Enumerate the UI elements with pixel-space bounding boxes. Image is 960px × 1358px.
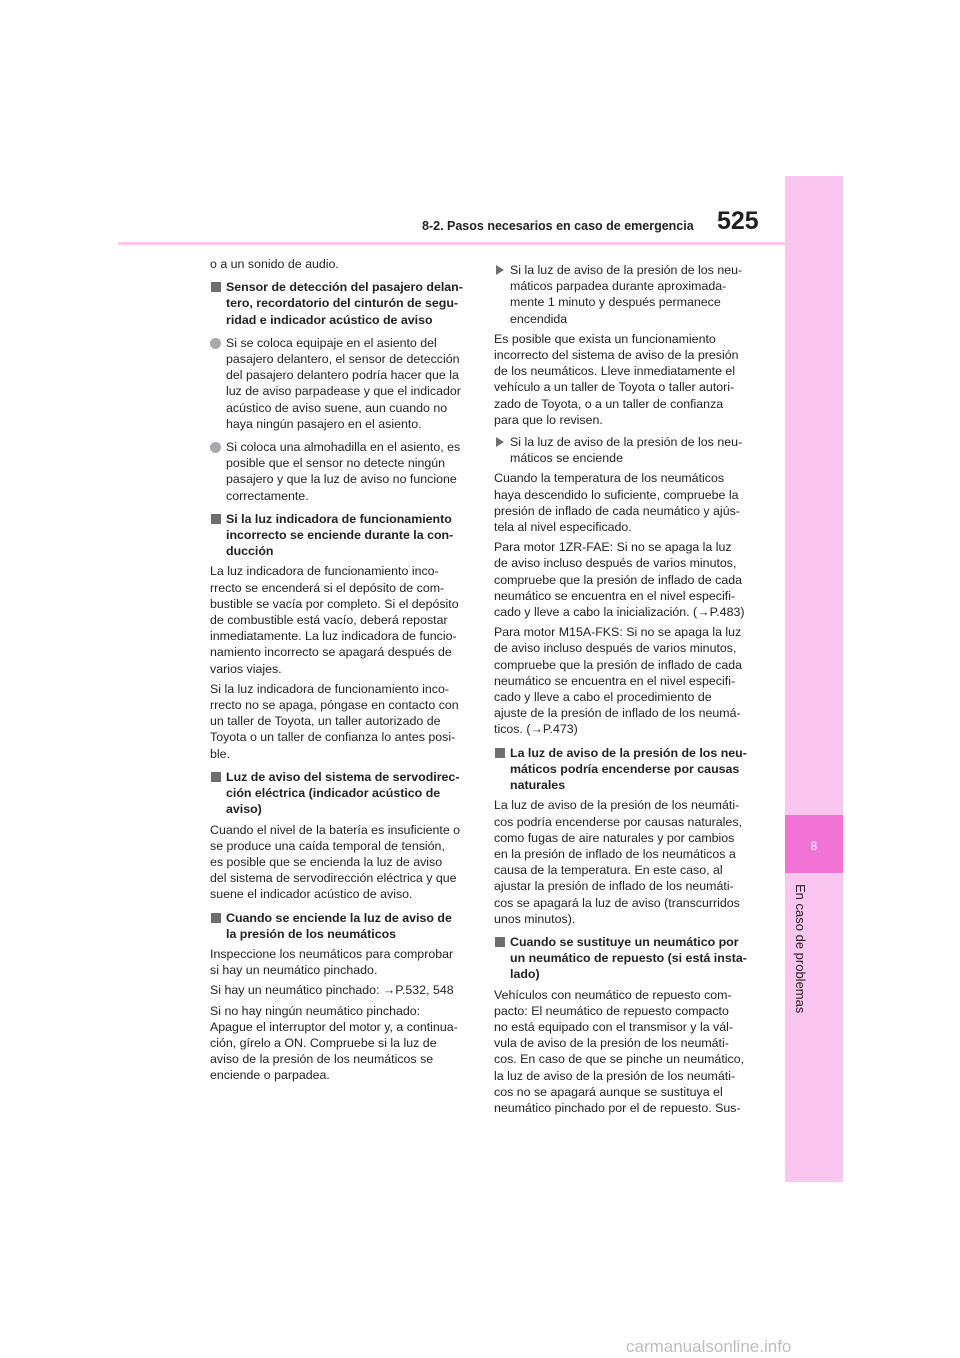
text-line: ticos. (→P.473)	[494, 722, 578, 737]
chapter-label-container	[786, 884, 808, 1014]
text-line: tela al nivel especificado.	[494, 520, 632, 535]
text-line: de los neumáticos. Lleve inmediatamente el	[494, 364, 736, 379]
chapter-label: En caso de problemas	[793, 884, 808, 1014]
paragraph	[210, 1003, 470, 1084]
text-line: neumático pinchado por el de repuesto. Sus-	[494, 1100, 741, 1115]
text-line: Cuando la temperatura de los neumáticos	[494, 471, 725, 486]
subheading	[494, 934, 756, 983]
text-line: unos minutos).	[494, 911, 576, 926]
paragraph	[210, 946, 470, 978]
text-line: para que lo revisen.	[494, 412, 603, 427]
text-line: ridad e indicador acústico de aviso	[226, 312, 433, 327]
paragraph	[494, 624, 756, 737]
text-line: rrecto se encenderá si el depósito de com-	[210, 580, 445, 595]
circle-bullet-icon	[210, 442, 221, 453]
circle-bullet-icon	[210, 338, 221, 349]
chapter-side-tab	[785, 176, 843, 1182]
text-line: encendida	[510, 311, 568, 326]
text-line: lado)	[510, 967, 540, 982]
text-line: pacto: El neumático de repuesto compacto	[494, 1003, 729, 1018]
text-line: ción eléctrica (indicador acústico de	[226, 786, 441, 801]
text-line: incorrecto se enciende durante la con-	[226, 528, 454, 543]
text-line: Es posible que exista un funcionamiento	[494, 331, 716, 346]
text-line: naturales	[510, 778, 566, 793]
text-line: haya descendido lo suficiente, compruebe la	[494, 487, 739, 502]
text-line: namiento incorrecto se apagará después de	[210, 645, 452, 660]
paragraph	[210, 982, 470, 998]
subheading	[210, 910, 470, 942]
square-bullet-icon	[495, 748, 505, 758]
text-line: de aviso incluso después de varios minutos,	[494, 641, 737, 656]
text-line: Para motor M15A-FKS: Si no se apaga la luz	[494, 625, 742, 640]
text-line: suene el indicador acústico de aviso.	[210, 887, 413, 902]
text-line: vehículo a un taller de Toyota o taller autori-	[494, 380, 735, 395]
text-line: máticos podría encenderse por causas	[510, 761, 740, 776]
text-line: neumático se encuentra en el nivel especifi-	[494, 588, 736, 603]
text-line: luz de aviso parpadease y que el indicador	[226, 384, 461, 399]
bullet-item	[210, 335, 470, 432]
paragraph	[210, 681, 470, 762]
text-line: pasajero y que la luz de aviso no funcione	[226, 472, 457, 487]
text-line: la presión de los neumáticos	[226, 926, 397, 941]
text-line: Para motor 1ZR-FAE: Si no se apaga la luz	[494, 540, 732, 555]
text-line: ajuste de la presión de inflado de los neumá-	[494, 706, 741, 721]
text-line: cos podría encenderse por causas naturales,	[494, 814, 742, 829]
text-line: haya ningún pasajero en el asiento.	[226, 416, 422, 431]
text-line: como fugas de aire naturales y por cambios	[494, 830, 735, 845]
text-line: no está equipado con el transmisor y la vál-	[494, 1019, 733, 1034]
paragraph	[494, 331, 756, 428]
text-line: Inspeccione los neumáticos para comprobar	[210, 946, 454, 961]
subheading	[494, 745, 756, 794]
text-line: La luz indicadora de funcionamiento inco-	[210, 564, 439, 579]
paragraph	[210, 256, 470, 272]
square-bullet-icon	[211, 282, 221, 292]
text-line: cos se apagará la luz de aviso (transcurridos	[494, 895, 740, 910]
text-line: Si hay un neumático pinchado: →P.532, 548	[210, 983, 454, 998]
subheading	[210, 769, 470, 818]
text-line: es posible que se encienda la luz de aviso	[210, 854, 443, 869]
text-line: del pasajero delantero podría hacer que la	[226, 368, 459, 383]
paragraph	[494, 470, 756, 535]
text-line: Toyota o un taller de confianza lo antes posi-	[210, 730, 456, 745]
triangle-bullet-icon	[496, 265, 504, 275]
text-line: compruebe que la presión de inflado de cada	[494, 657, 742, 672]
page-number: 525	[717, 207, 759, 235]
watermark: carmanualsonline.info	[626, 1337, 792, 1356]
text-line: bustible se vacía por completo. Si el depósito	[210, 596, 459, 611]
left-column	[210, 256, 470, 1088]
subheading	[210, 511, 470, 560]
text-line: Si no hay ningún neumático pinchado:	[210, 1003, 421, 1018]
text-line: un neumático de repuesto (si está insta-	[510, 951, 747, 966]
right-column	[494, 256, 756, 1120]
text-line: rrecto no se apaga, póngase en contacto con	[210, 698, 459, 713]
text-line: mente 1 minuto y después permanece	[510, 295, 721, 310]
text-line: posible que el sensor no detecte ningún	[226, 456, 446, 471]
text-line: cos. En caso de que se pinche un neumático,	[494, 1052, 745, 1067]
triangle-bullet-icon	[496, 437, 504, 447]
text-line: ajustar la presión de inflado de los neumáti-	[494, 879, 734, 894]
text-line: incorrecto del sistema de aviso de la presión	[494, 348, 739, 363]
text-line: La luz de aviso de la presión de los neu-	[510, 745, 747, 760]
text-line: cado y lleve a cabo el procedimiento de	[494, 690, 712, 705]
triangle-item	[494, 434, 756, 466]
text-line: enciende o parpadea.	[210, 1068, 330, 1083]
text-line: Si la luz indicadora de funcionamiento	[226, 511, 452, 526]
text-line: ducción	[226, 544, 274, 559]
text-line: neumático se encuentra en el nivel especifi-	[494, 673, 736, 688]
subheading	[210, 279, 470, 328]
text-line: La luz de aviso de la presión de los neumáti-	[494, 798, 740, 813]
text-line: Sensor de detección del pasajero delan-	[226, 280, 463, 295]
text-line: aviso de la presión de los neumáticos se	[210, 1052, 434, 1067]
text-line: ble.	[210, 746, 230, 761]
text-line: presión de inflado de cada neumático y ajús-	[494, 503, 740, 518]
square-bullet-icon	[211, 772, 221, 782]
text-line: Luz de aviso del sistema de servodirec-	[226, 769, 460, 784]
text-line: Si la luz de aviso de la presión de los neu-	[510, 263, 743, 277]
square-bullet-icon	[495, 937, 505, 947]
paragraph	[210, 822, 470, 903]
text-line: Si la luz indicadora de funcionamiento inco-	[210, 681, 450, 696]
paragraph	[494, 987, 756, 1117]
text-line: la luz de aviso de la presión de los neumáti-	[494, 1068, 736, 1083]
text-line: de combustible está vacío, deberá repostar	[210, 613, 448, 628]
text-line: Cuando se sustituye un neumático por	[510, 934, 739, 949]
header-divider	[118, 242, 785, 245]
text-line: vula de aviso de la presión de los neumáti-	[494, 1036, 729, 1051]
text-line: o a un sonido de audio.	[210, 257, 339, 271]
text-line: cado y lleve a cabo la inicialización. (→P.483)	[494, 605, 745, 620]
paragraph	[210, 563, 470, 676]
text-line: se produce una caída temporal de tensión,	[210, 838, 445, 853]
text-line: causa de la temperatura. En este caso, al	[494, 863, 723, 878]
text-line: aviso)	[226, 802, 262, 817]
chapter-number: 8	[810, 839, 818, 853]
text-line: Vehículos con neumático de repuesto com-	[494, 987, 732, 1002]
paragraph	[494, 797, 756, 927]
text-line: varios viajes.	[210, 661, 282, 676]
text-line: máticos se enciende	[510, 451, 623, 466]
paragraph	[494, 539, 756, 620]
text-line: ción, gírelo a ON. Compruebe si la luz de	[210, 1035, 437, 1050]
text-line: Si la luz de aviso de la presión de los neu-	[510, 435, 743, 450]
text-line: del sistema de servodirección eléctrica y que	[210, 871, 457, 886]
text-line: pasajero delantero, el sensor de detección	[226, 352, 460, 367]
text-line: Apague el interruptor del motor y, a continua-	[210, 1019, 458, 1034]
text-line: en la presión de inflado de los neumáticos a	[494, 846, 736, 861]
text-line: Cuando se enciende la luz de aviso de	[226, 910, 452, 925]
text-line: Si se coloca equipaje en el asiento del	[226, 335, 437, 350]
text-line: correctamente.	[226, 488, 309, 503]
text-line: acústico de aviso suene, aun cuando no	[226, 400, 448, 415]
text-line: cos no se apagará aunque se sustituya el	[494, 1084, 723, 1099]
bullet-item	[210, 439, 470, 504]
triangle-item	[494, 262, 756, 327]
square-bullet-icon	[211, 514, 221, 524]
text-line: Si coloca una almohadilla en el asiento, es	[226, 440, 461, 455]
section-title: 8-2. Pasos necesarios en caso de emergencia	[422, 219, 694, 233]
text-line: Cuando el nivel de la batería es insuficiente o	[210, 822, 461, 837]
text-line: compruebe que la presión de inflado de cada	[494, 572, 742, 587]
text-line: si hay un neumático pinchado.	[210, 963, 378, 978]
square-bullet-icon	[211, 913, 221, 923]
chapter-number-box	[785, 815, 843, 873]
text-line: zado de Toyota, o a un taller de confianza	[494, 396, 724, 411]
text-line: máticos parpadea durante aproximada-	[510, 279, 727, 294]
text-line: inmediatamente. La luz indicadora de funcio-	[210, 629, 457, 644]
text-line: de aviso incluso después de varios minutos,	[494, 556, 737, 571]
text-line: un taller de Toyota, un taller autorizado de	[210, 714, 441, 729]
text-line: tero, recordatorio del cinturón de segu-	[226, 296, 459, 311]
